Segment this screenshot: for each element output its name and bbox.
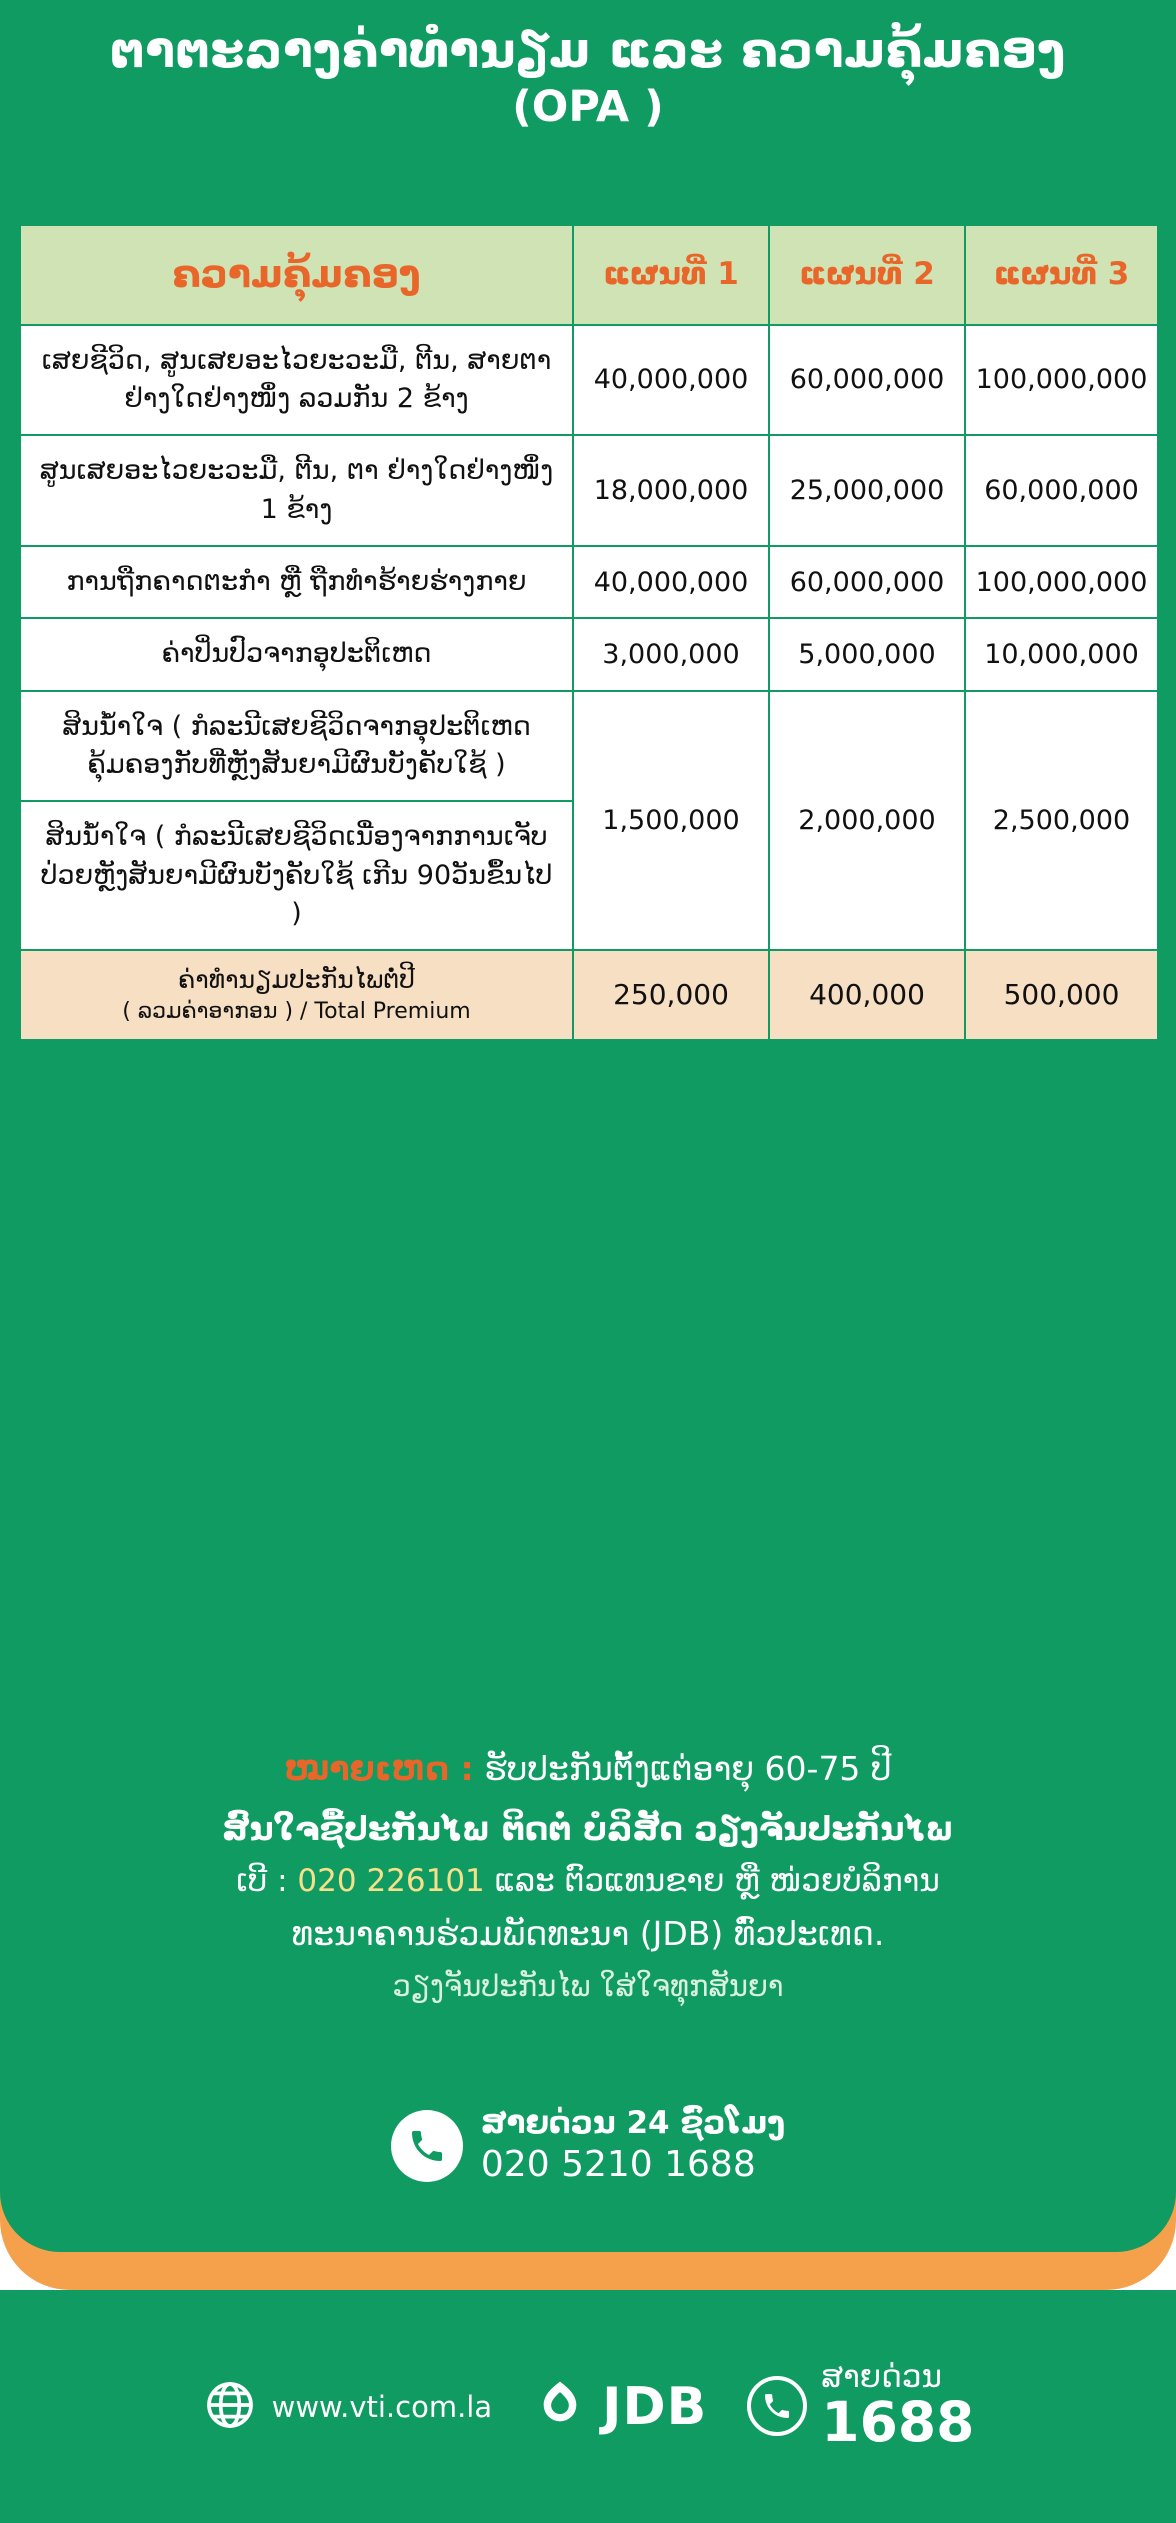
rate-table-container — [17, 222, 1159, 1043]
total-plan-1-value: 250,000 — [573, 950, 769, 1039]
total-premium-label-sub: ( ລວມຄ່າອາກອນ ) / Total Premium — [122, 998, 471, 1024]
footer-bank-logo — [532, 2377, 707, 2437]
note-value: ຮັບປະກັນຕັ້ງແຕ່ອາຍຸ 60-75 ປີ — [484, 1749, 892, 1788]
note-label: ໝາຍເຫດ : — [284, 1749, 474, 1788]
plan-3-value: 100,000,000 — [965, 325, 1158, 436]
website-url[interactable]: www.vti.com.la — [271, 2389, 493, 2424]
column-header-plan-3: ແຜນທີ່ 3 — [965, 225, 1158, 325]
footer-hotline-label: ສາຍດ່ວນ — [821, 2359, 942, 2396]
hotline-label: ສາຍດ່ວນ 24 ຊົ່ວໂມງ — [480, 2105, 786, 2141]
total-plan-3-value: 500,000 — [965, 950, 1158, 1039]
table-row-merged-a — [20, 691, 1158, 802]
total-premium-label-main: ຄ່າທຳນຽມປະກັນໄພຕໍ່ປີ — [178, 965, 415, 995]
page-title — [0, 0, 1176, 147]
plan-3-value: 100,000,000 — [965, 546, 1158, 618]
note-contact-company: ສົນໃຈຊື້ປະກັນໄພ ຕິດຕໍ່ ບໍລິສັດ ວຽງຈັນປະກັນໄພ — [222, 1808, 954, 1848]
total-premium-label — [20, 950, 573, 1039]
title-line-1: ຕາຕະລາງຄ່າທຳນຽມ ແລະ ຄວາມຄຸ້ມຄອງ — [110, 22, 1066, 79]
column-header-plan-1: ແຜນທີ່ 1 — [573, 225, 769, 325]
benefit-label-goodwill-accident: ສິນນ້ຳໃຈ ( ກໍລະນີເສຍຊີວິດຈາກອຸປະຕິເຫດຄຸ້ມຄອງກັບທີ່ຫຼັງສັນຍາມີຜົນບັງຄັບໃຊ້ ) — [20, 691, 573, 802]
title-line-2: (OPA ) — [512, 81, 664, 132]
rate-table — [19, 224, 1159, 1041]
table-body — [20, 325, 1158, 1040]
plan-3-value: 10,000,000 — [965, 618, 1158, 690]
table-header-row — [20, 225, 1158, 325]
notes-section — [0, 1745, 1176, 2018]
plan-2-value: 60,000,000 — [769, 325, 965, 436]
plan-3-value: 2,500,000 — [965, 691, 1158, 951]
hotline-block — [0, 2105, 1176, 2187]
plan-1-value: 3,000,000 — [573, 618, 769, 690]
footer-hotline[interactable] — [747, 2359, 975, 2454]
table-row — [20, 325, 1158, 436]
note-age-range — [20, 1745, 1156, 1793]
contact-phone-number[interactable]: 020 226101 — [297, 1862, 485, 1899]
note-slogan: ວຽງຈັນປະກັນໄພ ໃສ່ໃຈທຸກສັນຍາ — [392, 1969, 784, 2004]
plan-3-value: 60,000,000 — [965, 435, 1158, 546]
benefit-label: ເສຍຊີວິດ, ສູນເສຍອະໄວຍະວະມື, ຕີນ, ສາຍຕາຢ່າງໃດຢ່າງໜຶ່ງ ລວມກັນ 2 ຂ້າງ — [20, 325, 573, 436]
table-row — [20, 546, 1158, 618]
benefit-label-goodwill-illness: ສິນນ້ຳໃຈ ( ກໍລະນີເສຍຊີວິດເນື່ອງຈາກການເຈັບປ່ວຍຫຼັງສັນຍາມີຜົນບັງຄັບໃຊ້ ເກີນ 90ວັນຂຶ້ນໄປ ) — [20, 801, 573, 950]
plan-1-value: 18,000,000 — [573, 435, 769, 546]
column-header-plan-2: ແຜນທີ່ 2 — [769, 225, 965, 325]
plan-2-value: 60,000,000 — [769, 546, 965, 618]
note-contact-phone-line — [20, 1859, 1156, 1904]
benefit-label: ສູນເສຍອະໄວຍະວະມື, ຕີນ, ຕາ ຢ່າງໃດຢ່າງໜຶ່ງ 1 ຂ້າງ — [20, 435, 573, 546]
table-row — [20, 618, 1158, 690]
plan-1-value: 1,500,000 — [573, 691, 769, 951]
bank-name: JDB — [602, 2376, 708, 2437]
benefit-label: ການຖືກຄາດຕະກຳ ຫຼື ຖືກທຳຮ້າຍຮ່າງກາຍ — [20, 546, 573, 618]
note-phone-suffix: ແລະ ຕົວແທນຂາຍ ຫຼື ໜ່ວຍບໍລິການ — [494, 1862, 940, 1899]
plan-1-value: 40,000,000 — [573, 325, 769, 436]
hotline-text — [481, 2105, 785, 2187]
footer-website[interactable] — [202, 2377, 493, 2437]
column-header-benefit: ຄວາມຄຸ້ມຄອງ — [20, 225, 573, 325]
table-row-total — [20, 950, 1158, 1039]
footer-hotline-text — [821, 2359, 975, 2454]
phone-icon — [747, 2376, 807, 2436]
hotline-number[interactable]: 020 5210 1688 — [480, 2143, 756, 2185]
table-row — [20, 435, 1158, 546]
phone-icon — [391, 2110, 463, 2182]
table-header — [20, 225, 1158, 325]
note-bank-branches: ທະນາຄານຮ່ວມພັດທະນາ (JDB) ທົ່ວປະເທດ. — [291, 1913, 885, 1953]
footer-hotline-number[interactable]: 1688 — [821, 2389, 975, 2454]
footer-bar — [0, 2290, 1176, 2523]
note-phone-prefix: ເບີ : — [236, 1862, 288, 1899]
plan-1-value: 40,000,000 — [573, 546, 769, 618]
total-plan-2-value: 400,000 — [769, 950, 965, 1039]
jdb-leaf-icon — [532, 2377, 588, 2437]
plan-2-value: 2,000,000 — [769, 691, 965, 951]
plan-2-value: 25,000,000 — [769, 435, 965, 546]
benefit-label: ຄ່າປິ່ນປົວຈາກອຸປະຕິເຫດ — [20, 618, 573, 690]
globe-icon — [202, 2377, 258, 2437]
plan-2-value: 5,000,000 — [769, 618, 965, 690]
